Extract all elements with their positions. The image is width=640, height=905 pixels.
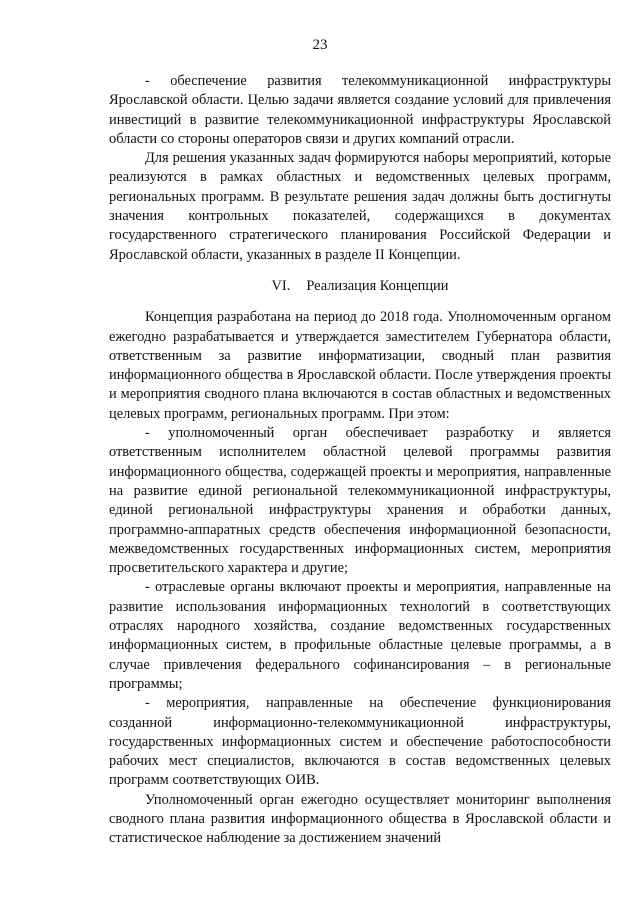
- section-heading: [109, 277, 611, 296]
- paragraph: - отраслевые органы включают проекты и мероприятия, направленные на развитие использования информационных технологий в соответствующих отраслях народного хозяйства, создание ведомственных государственных информационных систем, в профильные областные целевые программы, а в случае привлечения федерального софинансирования – в региональные программы;: [109, 579, 611, 692]
- section-number: VI.: [271, 277, 291, 294]
- paragraph: Для решения указанных задач формируются наборы мероприятий, которые реализуются в рамках областных и ведомственных целевых программ, региональных программ. В результате решения задач должны быть достигнуты значения контрольных показателей, содержащихся в документах государственного стратегического планирования Российской Федерации и Ярославской области, указанных в разделе II Концепции.: [109, 150, 611, 263]
- paragraph: - уполномоченный орган обеспечивает разработку и является ответственным исполнителем областной целевой программы развития информационного общества, содержащей проекты и мероприятия, направленные на развитие единой региональной телекоммуникационной инфраструктуры, единой региональной инфраструктуры хранения и обработки данных, программно-аппаратных средств обеспечения информационной безопасности, межведомственных государственных информационных систем, мероприятия просветительского характера и другие;: [109, 425, 611, 577]
- paragraph: Концепция разработана на период до 2018 года. Уполномоченным органом ежегодно разрабатывается и утверждается заместителем Губернатора области, ответственным за развитие информатизации, сводный план развития информационного общества в Ярославской области. После утверждения проекты и мероприятия сводного плана включаются в состав областных и ведомственных целевых программ, региональных программ. При этом:: [109, 309, 611, 422]
- paragraph: - мероприятия, направленные на обеспечение функционирования созданной информационно-телекоммуникационной инфраструктуры, государственных информационных систем и обеспечение работоспособности рабочих мест специалистов, включаются в состав ведомственных целевых программ соответствующих ОИВ.: [109, 695, 611, 789]
- paragraph: Уполномоченный орган ежегодно осуществляет мониторинг выполнения сводного плана развития информационного общества в Ярославской области и статистическое наблюдение за достижением значений: [109, 791, 611, 847]
- section-title: Реализация Концепции: [306, 277, 449, 294]
- document-body: [109, 72, 611, 849]
- paragraph: - обеспечение развития телекоммуникационной инфраструктуры Ярославской области. Целью задачи является создание условий для привлечения инвестиций в развитие телекоммуникационной инфраструктуры Ярославской области со стороны операторов связи и других компаний отрасли.: [109, 73, 611, 147]
- page-number: 23: [312, 37, 328, 53]
